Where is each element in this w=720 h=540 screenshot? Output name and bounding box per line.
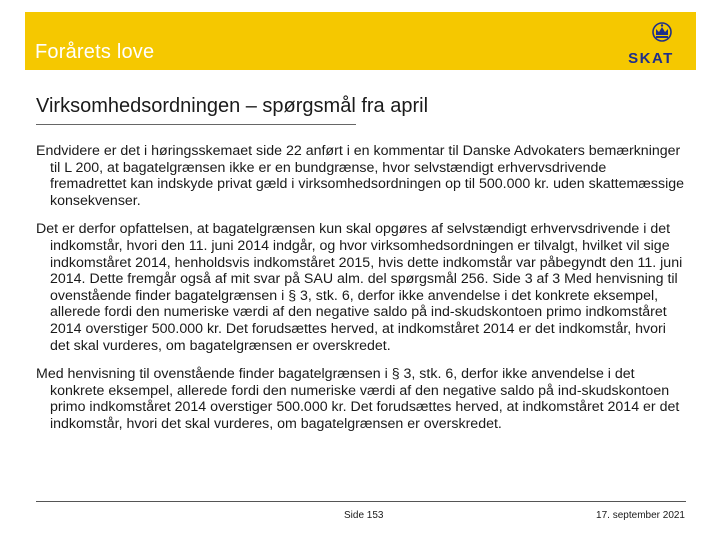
skat-logo: [616, 18, 686, 66]
body-paragraph: Endvidere er det i høringsskemaet side 22 anført i en kommentar til Danske Advokaters bemærkninger til L 200, at bagatelgrænsen ikke er en bundgrænse, hvor selvstændigt erhvervsdrivende fremadrettet kan indskyde privat gæld i virksomhedsordningen op til 500.000 kr. uden skattemæssige konsekvenser.: [36, 143, 685, 209]
body-paragraph: Det er derfor opfattelsen, at bagatelgrænsen kun skal opgøres af selvstændigt erhvervsdrivende i det indkomstår, hvori den 11. juni 2014 indgår, og hvor virksomhedsordningen er tilvalgt, hvilket vil sige indkomståret 2014, henholdsvis indkomståret 2015, hvis dette indkomstår var påbegyndt den 11. juni 2014. Dette fremgår også af mit svar på SAU alm. del spørgsmål 256. Side 3 af 3 Med henvisning til ovenstående finder bagatelgrænsen i § 3, stk. 6, derfor ikke anvendelse i det konkrete eksempel, allerede fordi den numeriske værdi af den negative saldo på ind-skudskontoen primo indkomståret 2014 overstiger 500.000 kr. Det forudsættes herved, at indkomståret 2014 er det indkomstår, hvori det skal vurderes, om bagatelgrænsen er overskredet.: [36, 221, 683, 354]
body-paragraph: Med henvisning til ovenstående finder bagatelgrænsen i § 3, stk. 6, derfor ikke anvendelse i det konkrete eksempel, allerede fordi den numeriske værdi af den negative saldo på ind-skudskontoen primo indkomståret 2014 overstiger 500.000 kr. Det forudsættes herved, at indkomståret 2014 er det indkomstår, hvori det skal vurderes, om bagatelgrænsen er overskredet.: [36, 366, 680, 432]
header-band: [25, 12, 696, 70]
footer-divider: [36, 501, 686, 502]
crown-icon: [616, 18, 686, 66]
title-underline: [36, 124, 356, 125]
footer-date: 17. september 2021: [596, 510, 685, 521]
logo-wordmark: SKAT: [628, 50, 674, 66]
page-number: Side 153: [344, 510, 384, 521]
presentation-title: Forårets love: [35, 41, 155, 63]
slide-body: [36, 143, 686, 445]
slide-title: Virksomhedsordningen – spørgsmål fra april: [36, 95, 429, 117]
